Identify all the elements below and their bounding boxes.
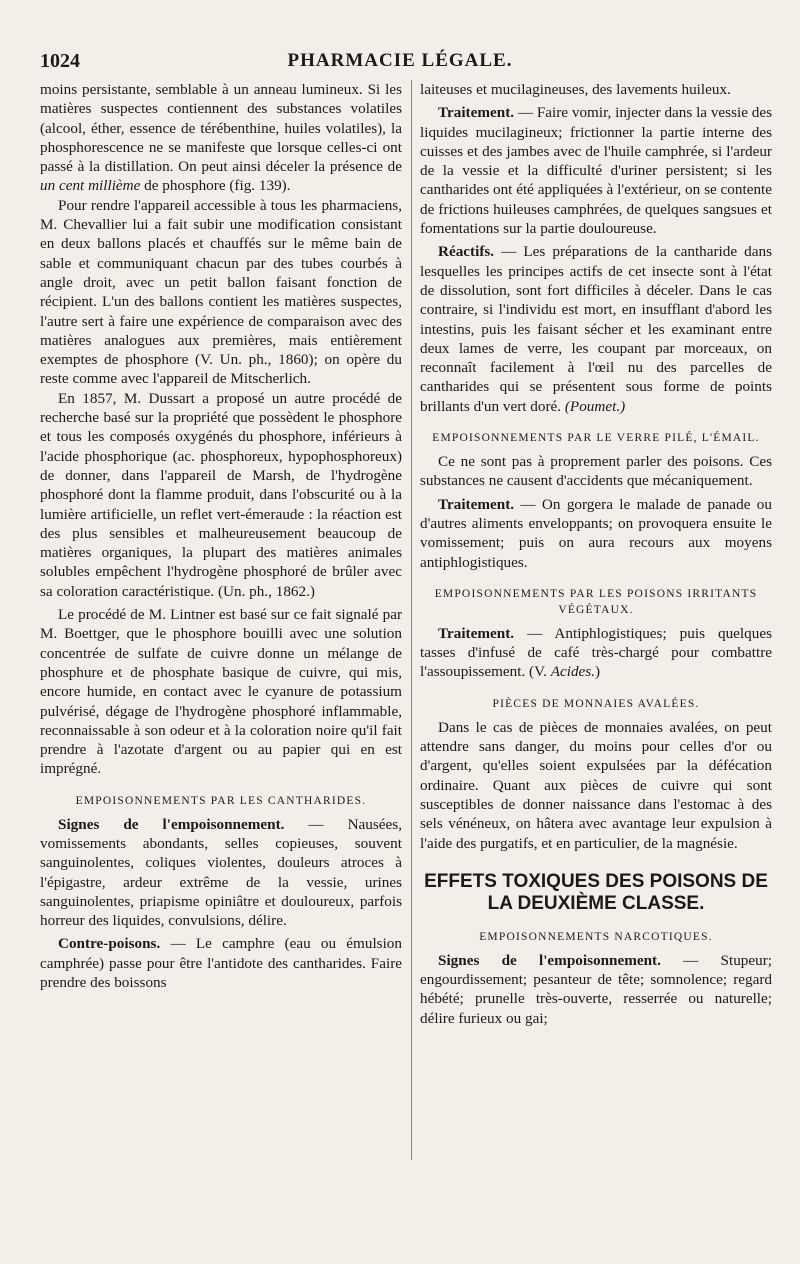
run-in-heading: Traitement. [438, 104, 515, 122]
paragraph: En 1857, M. Dussart a proposé un autre procédé de recherche basé sur la propriété que possèdent le phosphore et tous les composés oxygénés du phosphore, inférieurs à l'acide phosphorique (ac. phosphoreux, hypophosphoreux) de donner, dans l'appareil de Marsh, de l'hydrogène phosphoré dont la flamme produit, dans l'obscurité ou à la lumière artificielle, un reflet vert-émeraude : la réaction est des plus sensibles et malheureusement beaucoup de matières organiques, la plupart des matières animales solubles empêchent l'hydrogène phosphoré de brûler avec sa coloration caractéristique. (Un. ph., 1862.) [40, 389, 402, 600]
paragraph: Dans le cas de pièces de monnaies avalées, on peut attendre sans danger, du moins pour celles d'or ou d'argent, qu'elles soient expulsées par la défécation ordinaire. Quant aux pièces de cuivre qui sont susceptibles de donner naissance dans l'estomac à des sels vénéneux, on hâtera avec avantage leur expulsion à l'aide des purgatifs, et en particulier, de la magnésie. [420, 718, 772, 852]
right-column [420, 80, 772, 1028]
paragraph: Ce ne sont pas à proprement parler des poisons. Ces substances ne causent d'accidents que mécaniquement. [420, 453, 772, 490]
running-title: PHARMACIE LÉGALE. [287, 50, 513, 71]
chapter-heading: EFFETS TOXIQUES DES POISONS DE LA DEUXIÈME CLASSE. [424, 870, 768, 914]
section-heading: EMPOISONNEMENTS PAR LE VERRE PILÉ, L'ÉMAIL. [432, 432, 760, 445]
run-in-heading: Traitement. [438, 624, 515, 642]
emphasis: Acides. [550, 663, 595, 681]
paragraph: Réactifs. — Les préparations de la cantharide dans lesquelles les principes actifs de cet insecte sont à l'état de dissolution, sont fort difficiles à déceler. Dans le cas contraire, si l'individu est mort, en insufflant d'abord les intestins, puis les faisant sécher et les examinant entre deux lames de verre, les coupant par morceaux, on reconnaît facilement à l'œil nu des parcelles de cantharides qui se présentent sous forme de points brillants d'un vert doré. (Poumet.) [420, 243, 772, 415]
left-column [40, 80, 402, 992]
paragraph: Signes de l'empoisonnement. — Stupeur; engourdissement; pesanteur de tête; somnolence; regard hébété; prunelle très-ouverte, resserrée ou naturelle; délire furieux ou gai; [420, 951, 772, 1027]
run-in-heading: Traitement. [438, 495, 515, 513]
paragraph: Traitement. — Antiphlogistiques; puis quelques tasses d'infusé de café très-chargé pour combattre l'assoupissement. (V. Acides.) [420, 624, 772, 681]
paragraph: Traitement. — On gorgera le malade de panade ou d'autres aliments enveloppants; on provoquera ensuite le vomissement; puis on aura recours aux moyens antiphlogistiques. [420, 495, 772, 571]
section-heading: EMPOISONNEMENTS PAR LES CANTHARIDES. [75, 794, 367, 807]
section-heading: PIÈCES DE MONNAIES AVALÉES. [492, 697, 700, 710]
run-in-heading: Contre-poisons. [58, 935, 161, 953]
paragraph: Le procédé de M. Lintner est basé sur ce fait signalé par M. Boettger, que le phosphore bouilli avec une solution concentrée de sulfate de cuivre donne un mélange de phosphure et de phosphate basique de cuivre, qui mis, encore humide, en contact avec le cyanure de potassium pulvérisé, dégage de l'hydrogène phosphoré inflammable, reconnaissable à son odeur et à la coloration noire qu'il fait prendre à l'azotate d'argent ou au papier qui en est imprégné. [40, 606, 402, 778]
run-in-heading: Signes de l'empoisonnement. [58, 815, 285, 833]
run-in-heading: Réactifs. [438, 243, 495, 261]
paragraph: moins persistante, semblable à un anneau lumineux. Si les matières suspectes contiennent des substances volatiles (alcool, éther, essence de térébenthine, huiles volatiles), la phosphorescence ne se manifeste que lorsque celles-ci ont passé à la distillation. On peut ainsi déceler la présence de un cent millième de phosphore (fig. 139). [40, 81, 402, 195]
column-divider [411, 80, 412, 1160]
page-header [0, 0, 800, 72]
run-in-heading: Signes de l'empoisonnement. [438, 951, 661, 969]
page-number: 1024 [40, 50, 80, 72]
paragraph: Contre-poisons. — Le camphre (eau ou émulsion camphrée) passe pour être l'antidote des cantharides. Faire prendre des boissons [40, 935, 402, 992]
citation: (Poumet.) [564, 397, 626, 415]
paragraph: Signes de l'empoisonnement. — Nausées, vomissements abondants, selles copieuses, souvent sanguinolentes, coliques violentes, douleurs atroces à l'épigastre, ardeur extrême de la vessie, urines sanguinolentes, priapisme opiniâtre et douloureux, parfois horreur des liquides, convulsions, délire. [40, 815, 402, 930]
paragraph: Pour rendre l'appareil accessible à tous les pharmaciens, M. Chevallier lui a fait subir une modification consistant en deux ballons placés et chauffés sur le même bain de sable et communiquant chacun par des tubes courbés à angle droit, avec un petit ballon faisant fonction de récipient. L'un des ballons contient les matières suspectes, l'autre sert à faire une expérience de comparaison avec des matières analogues aux premières, mais entièrement exemptes de phosphore (V. Un. ph., 1860); on opère du reste comme avec l'appareil de Mitscherlich. [40, 196, 402, 388]
paragraph: laiteuses et mucilagineuses, des lavements huileux. [420, 81, 731, 98]
section-heading: EMPOISONNEMENTS PAR LES POISONS IRRITANTS VÉGÉTAUX. [434, 587, 758, 616]
section-heading: EMPOISONNEMENTS NARCOTIQUES. [479, 930, 713, 943]
emphasis: un cent millième [40, 177, 141, 195]
paragraph: Traitement. — Faire vomir, injecter dans la vessie des liquides mucilagineux; frictionner la partie interne des cuisses et des jambes avec de l'huile camphrée, si l'ardeur de la vessie et la difficulté d'uriner persistent; si les cantharides ont été appliquées à l'extérieur, on se contente de frictions huileuses camphrées, de quelques sangsues et fomentations sur la partie douloureuse. [420, 104, 772, 238]
